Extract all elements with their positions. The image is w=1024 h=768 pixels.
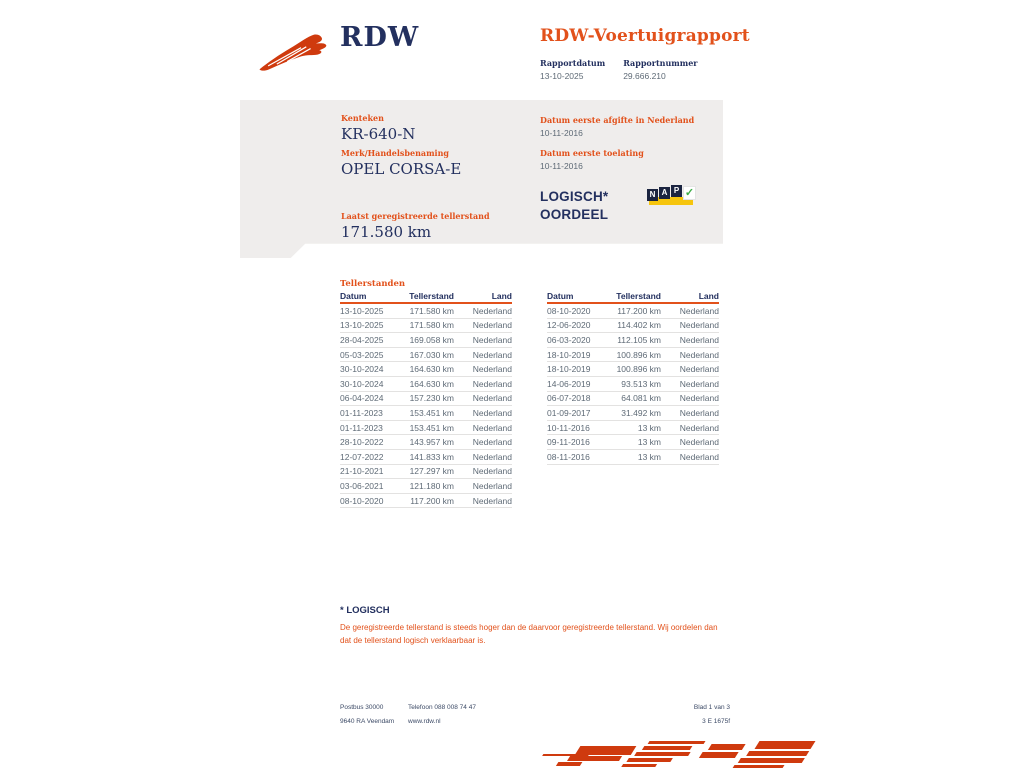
cell-land: Nederland — [679, 451, 719, 462]
cell-tellerstand: 117.200 km — [617, 305, 661, 316]
oordeel-line2: OORDEEL — [540, 207, 609, 222]
cell-land: Nederland — [679, 334, 719, 345]
table-row — [547, 304, 719, 319]
cell-datum: 12-06-2020 — [547, 320, 591, 331]
header-land: Land — [698, 291, 719, 301]
table-row — [340, 494, 512, 509]
cell-datum: 08-10-2020 — [547, 305, 591, 316]
cell-datum: 01-09-2017 — [547, 407, 591, 418]
table-row — [340, 304, 512, 319]
cell-land: Nederland — [472, 480, 512, 491]
table-row — [547, 421, 719, 436]
cell-tellerstand: 100.896 km — [616, 364, 661, 375]
cell-land: Nederland — [472, 437, 512, 448]
cell-datum: 30-10-2024 — [340, 364, 384, 375]
report-header — [540, 26, 770, 81]
cell-tellerstand: 141.833 km — [409, 451, 454, 462]
table-row — [547, 406, 719, 421]
footer-address-line2: 9640 RA Veendam — [340, 718, 395, 725]
logisch-footnote — [340, 605, 732, 647]
table-row — [340, 348, 512, 363]
eerste-afgifte-value: 10-11-2016 — [540, 128, 583, 138]
rdw-stripes-graphic-icon — [540, 737, 820, 768]
cell-tellerstand: 157.230 km — [409, 393, 454, 404]
header-datum: Datum — [547, 291, 574, 301]
table-row — [340, 319, 512, 334]
table-row — [340, 362, 512, 377]
table-row — [547, 362, 719, 377]
cell-datum: 18-10-2019 — [547, 364, 591, 375]
cell-land: Nederland — [679, 349, 719, 360]
oordeel-line1: LOGISCH* — [540, 189, 609, 204]
footnote-text: De geregistreerde tellerstand is steeds hoger dan de daarvoor geregistreerde tellerstand. Wij oordelen dan dat de tellerstand logisch verklaarbaar is. — [340, 623, 718, 645]
table-header-row — [340, 291, 512, 304]
cell-tellerstand: 31.492 km — [621, 407, 661, 418]
cell-land: Nederland — [472, 422, 512, 433]
table-row — [340, 479, 512, 494]
cell-datum: 30-10-2024 — [340, 378, 384, 389]
cell-datum: 08-11-2016 — [547, 451, 590, 462]
cell-datum: 03-06-2021 — [340, 480, 384, 491]
footer-address-line1: Postbus 30000 — [340, 704, 384, 711]
cell-datum: 05-03-2025 — [340, 349, 384, 360]
header-tellerstand: Tellerstand — [616, 291, 661, 301]
cell-tellerstand: 171.580 km — [409, 305, 454, 316]
cell-land: Nederland — [679, 364, 719, 375]
nap-checkmark-icon: ✓ — [684, 187, 695, 199]
cell-land: Nederland — [472, 378, 512, 389]
cell-land: Nederland — [679, 393, 719, 404]
tellerstanden-table-right — [547, 291, 719, 465]
cell-datum: 14-06-2019 — [547, 378, 591, 389]
cell-tellerstand: 127.297 km — [409, 466, 454, 477]
cell-datum: 12-07-2022 — [340, 451, 384, 462]
header-land: Land — [491, 291, 512, 301]
cell-tellerstand: 13 km — [637, 437, 661, 448]
merk-label: Merk/Handelsbenaming — [341, 148, 450, 158]
eerste-afgifte-block — [540, 115, 694, 138]
table-row — [547, 319, 719, 334]
cell-tellerstand: 112.105 km — [617, 334, 661, 345]
cell-datum: 08-10-2020 — [340, 495, 384, 506]
table-row — [340, 465, 512, 480]
cell-land: Nederland — [679, 378, 719, 389]
cell-land: Nederland — [472, 334, 512, 345]
eerste-afgifte-label: Datum eerste afgifte in Nederland — [540, 115, 695, 125]
table-row — [547, 348, 719, 363]
kenteken-value: KR-640-N — [341, 125, 416, 143]
table-row — [547, 377, 719, 392]
cell-land: Nederland — [679, 407, 719, 418]
oordeel-block — [540, 188, 608, 224]
rdw-wing-logo-icon — [256, 28, 334, 76]
cell-tellerstand: 167.030 km — [409, 349, 454, 360]
footer-phone: Telefoon 088 008 74 47 — [408, 704, 476, 711]
cell-land: Nederland — [679, 305, 719, 316]
report-date-value: 13-10-2025 — [540, 71, 584, 81]
cell-tellerstand: 171.580 km — [409, 320, 454, 331]
merk-value: OPEL CORSA-E — [341, 160, 462, 178]
cell-tellerstand: 164.630 km — [409, 364, 454, 375]
header-datum: Datum — [340, 291, 367, 301]
cell-land: Nederland — [679, 437, 719, 448]
tellerstand-value: 171.580 km — [341, 223, 432, 241]
table-row — [547, 450, 719, 465]
tellerstanden-table-left — [340, 291, 512, 508]
cell-land: Nederland — [679, 320, 719, 331]
nap-letter-p: P — [671, 185, 682, 197]
report-date-block — [540, 58, 605, 81]
table-row — [340, 406, 512, 421]
cell-land: Nederland — [472, 349, 512, 360]
kenteken-label: Kenteken — [341, 113, 384, 123]
footnote-title: * LOGISCH — [340, 605, 390, 616]
table-row — [547, 435, 719, 450]
table-row — [340, 377, 512, 392]
footer-website-link[interactable]: www.rdw.nl — [408, 718, 441, 725]
cell-datum: 13-10-2025 — [340, 305, 384, 316]
eerste-toelating-block — [540, 148, 644, 171]
cell-datum: 13-10-2025 — [340, 320, 384, 331]
table-row — [340, 421, 512, 436]
rdw-brand — [256, 22, 456, 77]
cell-land: Nederland — [472, 393, 512, 404]
merk-block — [341, 148, 461, 178]
cell-land: Nederland — [472, 495, 512, 506]
cell-tellerstand: 93.513 km — [621, 378, 661, 389]
cell-tellerstand: 153.451 km — [409, 407, 454, 418]
cell-datum: 01-11-2023 — [340, 407, 383, 418]
cell-datum: 06-04-2024 — [340, 393, 384, 404]
tellerstand-block — [341, 211, 490, 241]
table-row — [340, 450, 512, 465]
cell-datum: 10-11-2016 — [547, 422, 590, 433]
table-row — [547, 392, 719, 407]
footer-address — [340, 701, 394, 729]
footer-page-number: Blad 1 van 3 — [693, 704, 730, 711]
nap-letter-n: N — [647, 189, 658, 201]
table-row — [340, 435, 512, 450]
cell-land: Nederland — [472, 305, 512, 316]
eerste-toelating-label: Datum eerste toelating — [540, 148, 644, 158]
nap-letter-a: A — [659, 187, 670, 199]
cell-datum: 06-07-2018 — [547, 393, 591, 404]
cell-land: Nederland — [472, 466, 512, 477]
cell-tellerstand: 169.058 km — [409, 334, 454, 345]
cell-tellerstand: 164.630 km — [409, 378, 454, 389]
report-date-label: Rapportdatum — [540, 58, 606, 68]
report-number-label: Rapportnummer — [623, 58, 698, 68]
report-number-value: 29.666.210 — [623, 71, 666, 81]
cell-tellerstand: 13 km — [637, 451, 661, 462]
cell-tellerstand: 100.896 km — [616, 349, 661, 360]
cell-tellerstand: 114.402 km — [617, 320, 661, 331]
cell-datum: 06-03-2020 — [547, 334, 591, 345]
cell-datum: 21-10-2021 — [340, 466, 384, 477]
footer-page-info — [694, 701, 730, 729]
cell-tellerstand: 13 km — [637, 422, 661, 433]
tellerstanden-title: Tellerstanden — [340, 279, 406, 289]
kenteken-block — [341, 113, 415, 143]
cell-datum: 28-04-2025 — [340, 334, 384, 345]
cell-datum: 01-11-2023 — [340, 422, 383, 433]
cell-land: Nederland — [679, 422, 719, 433]
cell-datum: 28-10-2022 — [340, 437, 384, 448]
cell-tellerstand: 121.180 km — [409, 480, 454, 491]
table-row — [340, 392, 512, 407]
table-row — [547, 333, 719, 348]
eerste-toelating-value: 10-11-2016 — [540, 161, 583, 171]
cell-datum: 18-10-2019 — [547, 349, 591, 360]
cell-datum: 09-11-2016 — [547, 437, 590, 448]
table-header-row — [547, 291, 719, 304]
tellerstand-label: Laatst geregistreerde tellerstand — [341, 211, 490, 221]
header-tellerstand: Tellerstand — [409, 291, 454, 301]
cell-land: Nederland — [472, 320, 512, 331]
nap-logo — [647, 184, 699, 210]
cell-land: Nederland — [472, 407, 512, 418]
cell-tellerstand: 117.200 km — [410, 495, 454, 506]
report-title: RDW-Voertuigrapport — [540, 26, 750, 46]
rdw-logo-text: RDW — [340, 22, 420, 53]
cell-tellerstand: 64.081 km — [621, 393, 661, 404]
table-row — [340, 333, 512, 348]
cell-tellerstand: 153.451 km — [409, 422, 454, 433]
cell-tellerstand: 143.957 km — [409, 437, 454, 448]
footer-contact — [408, 701, 476, 729]
report-number-block — [623, 58, 697, 81]
footer-form-code: 3 E 1675f — [702, 718, 730, 725]
cell-land: Nederland — [472, 364, 512, 375]
cell-land: Nederland — [472, 451, 512, 462]
